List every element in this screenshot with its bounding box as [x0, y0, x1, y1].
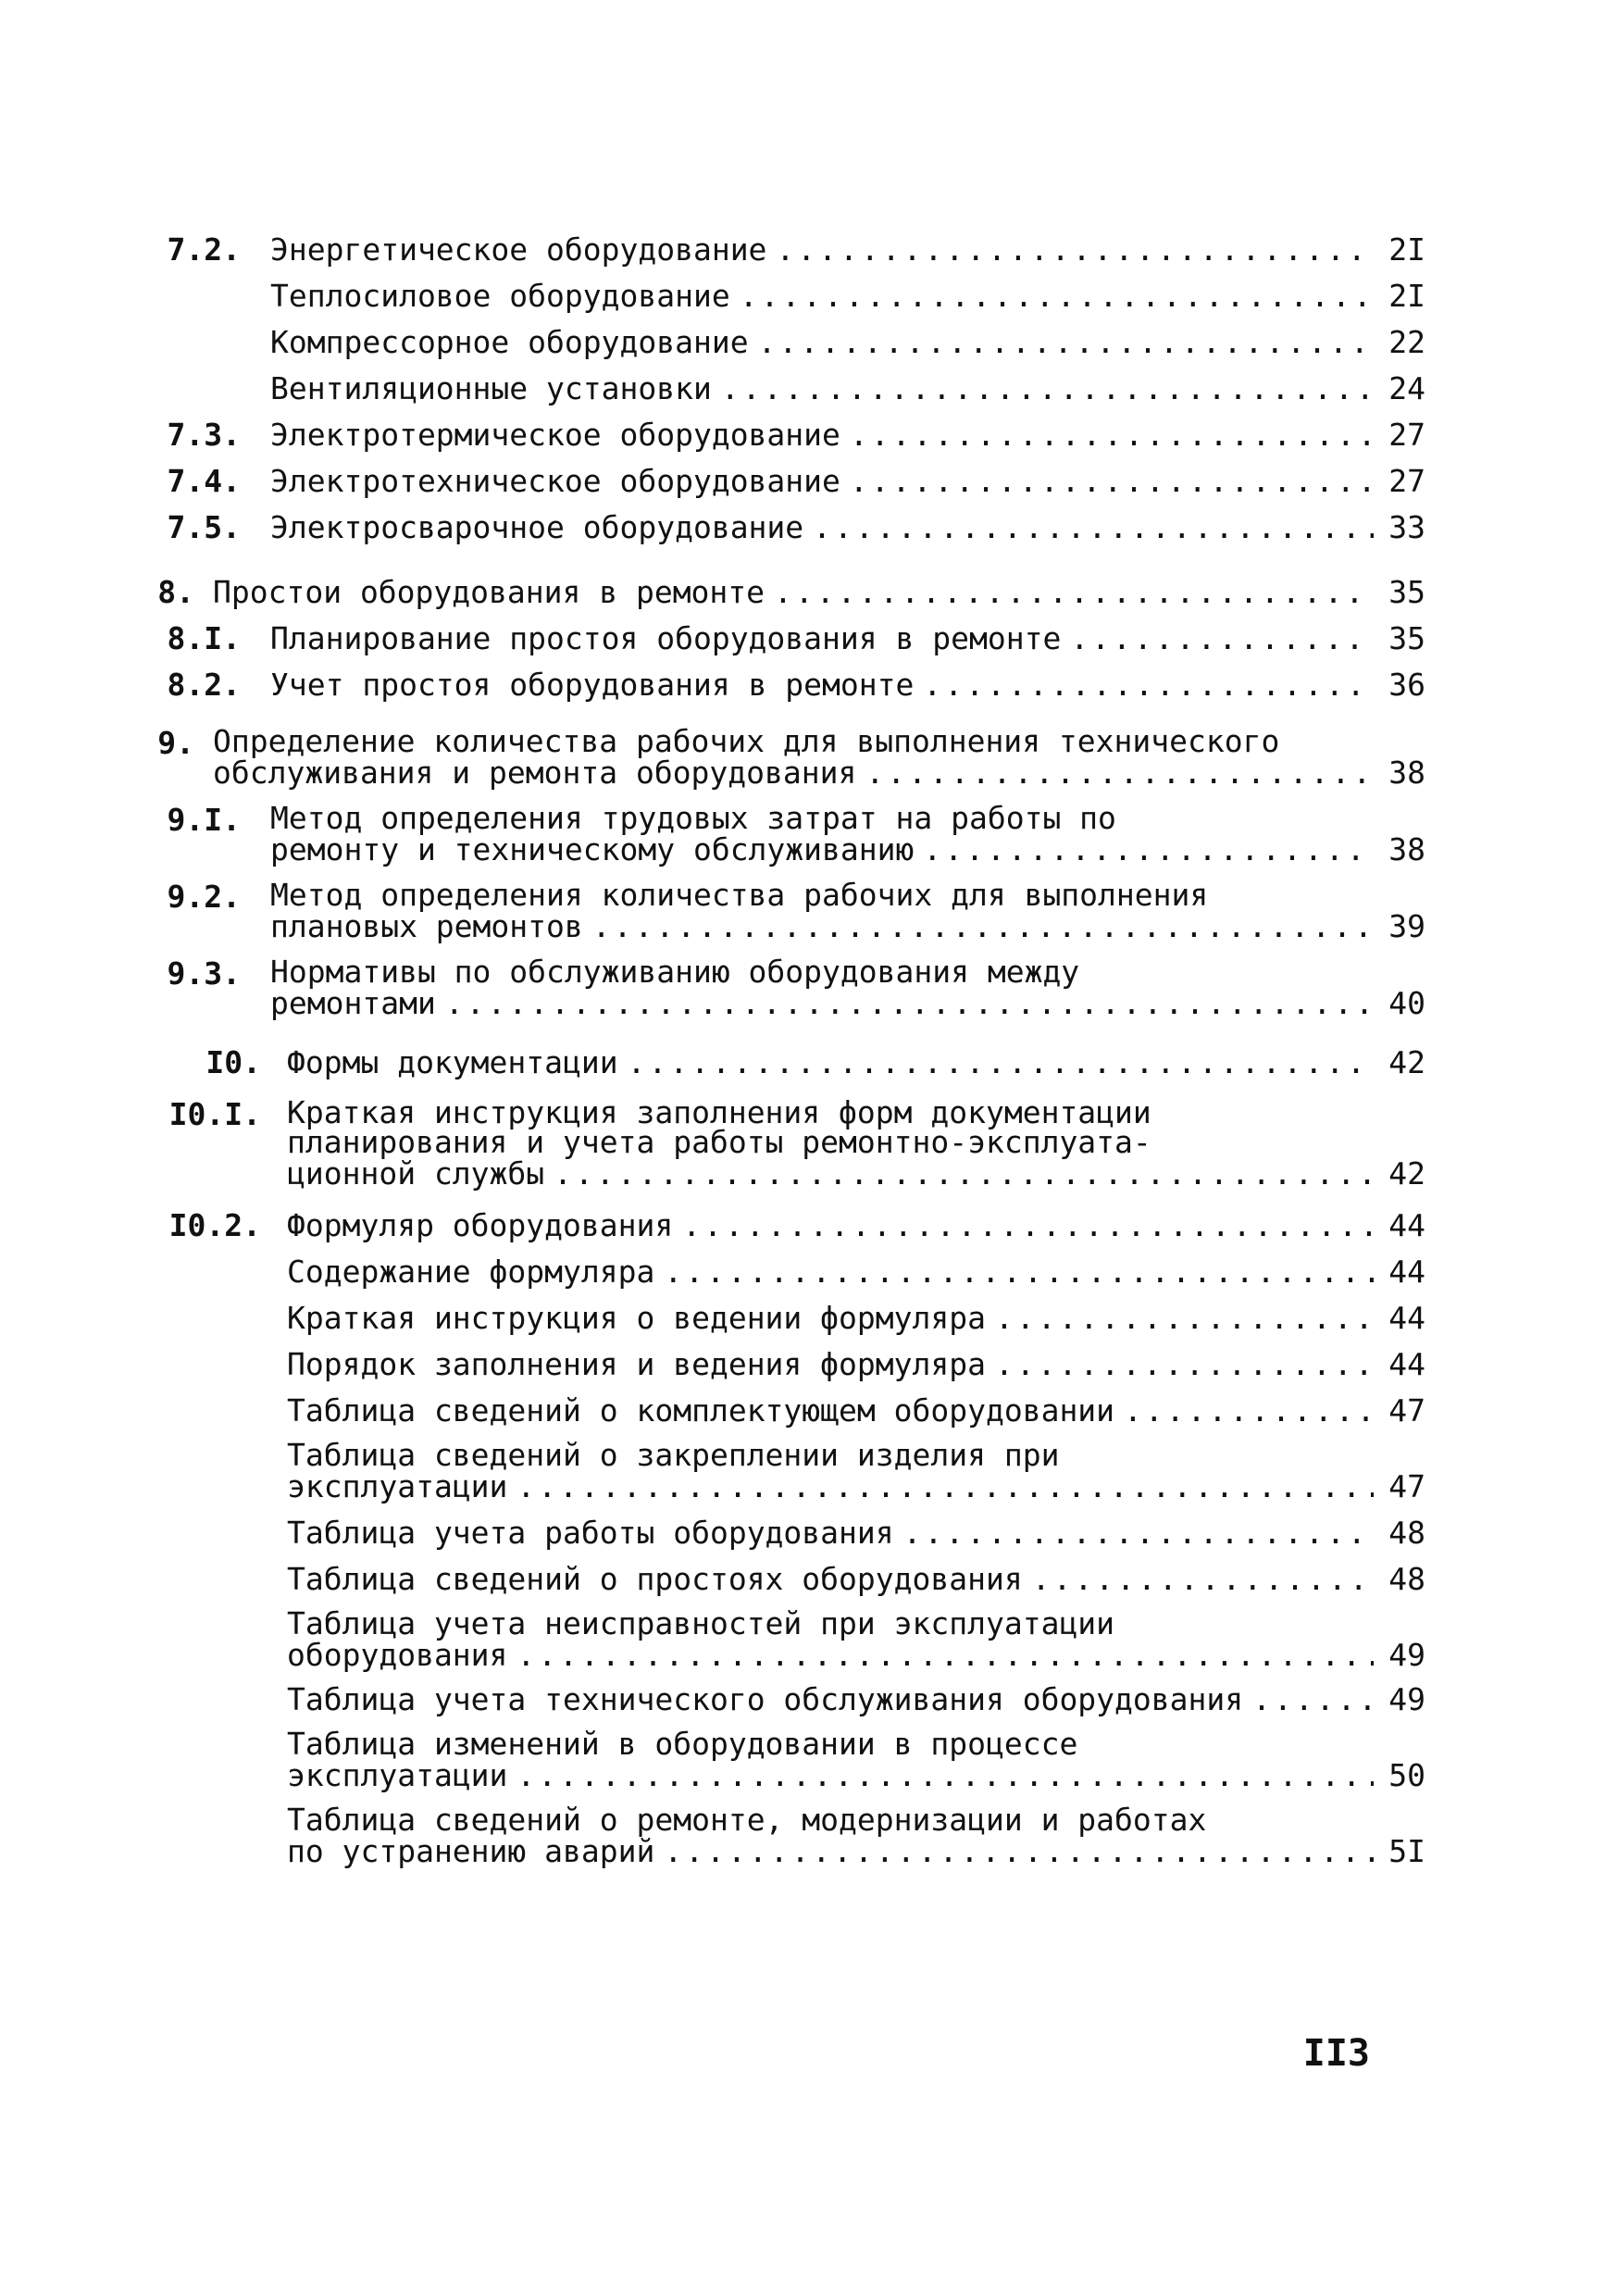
- toc-entry-page: 38: [1388, 755, 1425, 791]
- toc-entry-title: [287, 1209, 1383, 1242]
- toc-entry-title: [287, 1726, 1383, 1793]
- toc-entry-page: 27: [1388, 463, 1425, 499]
- toc-entry-title-line: Формы документации: [287, 1044, 618, 1080]
- toc-entry-title-line: эксплуатации: [287, 1757, 508, 1793]
- toc-entry-title-line: Электротермическое оборудование: [270, 417, 840, 453]
- leader-dots: [850, 418, 1374, 452]
- toc-entry-title-line: эксплуатации: [287, 1468, 508, 1504]
- toc-entry-title-line: по устранению аварий: [287, 1833, 655, 1869]
- leader-dots: [628, 1046, 1374, 1079]
- toc-entry-title-line: Метод определения количества рабочих для выполнения: [270, 877, 1209, 913]
- leader-dots: [554, 1157, 1374, 1191]
- toc-entry-title: [287, 1255, 1383, 1289]
- toc-entry-page: 42: [1388, 1044, 1425, 1080]
- toc-entry-title: [287, 1394, 1383, 1428]
- toc-entry-page: 35: [1388, 620, 1425, 656]
- toc-entry-title-line: Компрессорное оборудование: [270, 324, 749, 360]
- toc-entry-title: [287, 1516, 1383, 1550]
- toc-entry-title: [287, 1302, 1383, 1335]
- toc-entry-title: [270, 418, 1383, 452]
- toc-entry-page: 48: [1388, 1515, 1425, 1551]
- toc-entry-title-line: оборудования: [287, 1637, 508, 1673]
- toc-entry-page: 42: [1388, 1155, 1425, 1192]
- leader-dots: [813, 511, 1374, 544]
- toc-entry-page: 27: [1388, 417, 1425, 453]
- toc-entry-page: 47: [1388, 1392, 1425, 1429]
- leader-dots: [923, 668, 1374, 702]
- toc-entry-title-line: Простои оборудования в ремонте: [213, 574, 765, 610]
- toc-entry-page: 36: [1388, 667, 1425, 703]
- toc-entry-title-line: Электротехническое оборудование: [270, 463, 840, 499]
- toc-entry-page: 2I: [1388, 278, 1425, 314]
- toc-entry-number: I0.: [205, 1044, 261, 1080]
- toc-entry-title-line: Таблица сведений о комплектующем оборудовании: [287, 1392, 1115, 1429]
- toc-entry-number: 8.: [157, 574, 194, 610]
- leader-dots: [850, 465, 1374, 498]
- leader-dots: [1032, 1563, 1374, 1596]
- leader-dots: [995, 1348, 1374, 1381]
- toc-entry-title-line: Таблица изменений в оборудовании в процессе: [287, 1726, 1078, 1762]
- toc-entry-title: [270, 954, 1383, 1021]
- toc-entry-title-line: Метод определения трудовых затрат на работы по: [270, 800, 1116, 836]
- leader-dots: [740, 280, 1374, 313]
- leader-dots: [721, 372, 1374, 406]
- toc-entry-page: 38: [1388, 831, 1425, 867]
- toc-entry-title-line: ремонтами: [270, 985, 436, 1021]
- toc-entry-title-line: Нормативы по обслуживанию оборудования между: [270, 954, 1080, 990]
- toc-entry-title: [270, 668, 1383, 702]
- page-number: II3: [1302, 2032, 1370, 2075]
- toc-entry-page: 44: [1388, 1254, 1425, 1290]
- toc-entry-title: [287, 1563, 1383, 1596]
- toc-entry-title-line: Краткая инструкция о ведении формуляра: [287, 1300, 986, 1336]
- toc-entry-title-line: Определение количества рабочих для выполнения технического: [213, 723, 1280, 759]
- toc-entry-page: 33: [1388, 509, 1425, 545]
- toc-entry-title-line: Порядок заполнения и ведения формуляра: [287, 1346, 986, 1382]
- toc-entry-title-line: планирования и учета работы ремонтно-эксплуата-: [287, 1124, 1151, 1160]
- toc-entry-title-line: Таблица учета технического обслуживания оборудования: [287, 1681, 1244, 1717]
- toc-entry-number: 8.2.: [167, 667, 241, 703]
- toc-entry-page: 48: [1388, 1561, 1425, 1597]
- toc-entry-title-line: плановых ремонтов: [270, 908, 583, 944]
- toc-entry-page: 5I: [1388, 1833, 1425, 1869]
- toc-entry-number: I0.I.: [168, 1096, 261, 1132]
- toc-entry-number: I0.2.: [168, 1207, 261, 1243]
- toc-entry-title-line: Таблица учета неисправностей при эксплуатации: [287, 1605, 1115, 1641]
- toc-entry-page: 47: [1388, 1468, 1425, 1504]
- toc-entry-title-line: ремонту и техническому обслуживанию: [270, 831, 915, 867]
- toc-entry-page: 44: [1388, 1346, 1425, 1382]
- toc-entry-title-line: Краткая инструкция заполнения форм документации: [287, 1094, 1151, 1130]
- leader-dots: [903, 1516, 1374, 1550]
- toc-entry-title-line: Таблица сведений о ремонте, модернизации и работах: [287, 1802, 1207, 1838]
- toc-entry-title: [270, 465, 1383, 498]
- leader-dots: [758, 326, 1374, 359]
- toc-entry-page: 40: [1388, 985, 1425, 1021]
- toc-entry-title-line: Формуляр оборудования: [287, 1207, 674, 1243]
- toc-entry-title-line: Планирование простоя оборудования в ремонте: [270, 620, 1062, 656]
- toc-entry-page: 49: [1388, 1637, 1425, 1673]
- toc-entry-number: 9.3.: [167, 955, 241, 992]
- toc-entry-title: [287, 1046, 1383, 1079]
- toc-entry-page: 22: [1388, 324, 1425, 360]
- toc-entry-title: [270, 800, 1383, 867]
- leader-dots: [517, 1470, 1374, 1504]
- toc-entry-number: 9.2.: [167, 879, 241, 915]
- toc-entry-title: [287, 1802, 1383, 1869]
- toc-entry-page: 50: [1388, 1757, 1425, 1793]
- toc-entry-page: 44: [1388, 1300, 1425, 1336]
- toc-entry-title: [270, 326, 1383, 359]
- toc-entry-title-line: обслуживания и ремонта оборудования: [213, 755, 857, 791]
- toc-entry-title-line: Учет простоя оборудования в ремонте: [270, 667, 915, 703]
- toc-entry-title: [287, 1605, 1383, 1673]
- leader-dots: [664, 1835, 1374, 1868]
- leader-dots: [682, 1209, 1374, 1242]
- toc-entry-title-line: Таблица учета работы оборудования: [287, 1515, 894, 1551]
- leader-dots: [1070, 622, 1374, 655]
- toc-entry-title: [270, 511, 1383, 544]
- leader-dots: [664, 1255, 1374, 1289]
- toc-entry-number: 7.3.: [167, 417, 241, 453]
- leader-dots: [517, 1759, 1374, 1792]
- toc-entry-title: [270, 372, 1383, 406]
- toc-entry-title: [270, 622, 1383, 655]
- toc-entry-number: 7.4.: [167, 463, 241, 499]
- leader-dots: [592, 910, 1374, 943]
- toc-entry-title: [287, 1094, 1383, 1192]
- toc-entry-title-line: ционной службы: [287, 1155, 545, 1192]
- toc-entry-title-line: Содержание формуляра: [287, 1254, 655, 1290]
- toc-entry-number: 7.2.: [167, 231, 241, 268]
- leader-dots: [865, 756, 1374, 790]
- toc-entry-title-line: Теплосиловое оборудование: [270, 278, 730, 314]
- toc-entry-number: 8.I.: [167, 620, 241, 656]
- toc-entry-title: [287, 1437, 1383, 1504]
- toc-entry-title: [270, 233, 1383, 267]
- toc-entry-title: [270, 877, 1383, 944]
- toc-entry-page: 44: [1388, 1207, 1425, 1243]
- leader-dots: [1252, 1683, 1374, 1716]
- toc-entry-number: 9.I.: [167, 802, 241, 838]
- toc-entry-page: 24: [1388, 370, 1425, 406]
- toc-entry-page: 39: [1388, 908, 1425, 944]
- toc-entry-title: [213, 723, 1383, 791]
- toc-entry-title-line: Вентиляционные установки: [270, 370, 712, 406]
- leader-dots: [1124, 1394, 1374, 1428]
- toc-entry-page: 35: [1388, 574, 1425, 610]
- leader-dots: [923, 833, 1374, 867]
- toc-entry-number: 9.: [157, 725, 194, 761]
- toc-entry-number: 7.5.: [167, 509, 241, 545]
- toc-entry-title-line: Электросварочное оборудование: [270, 509, 804, 545]
- leader-dots: [517, 1639, 1374, 1672]
- toc-entry-title-line: Таблица сведений о простоях оборудования: [287, 1561, 1023, 1597]
- leader-dots: [776, 233, 1374, 267]
- leader-dots: [995, 1302, 1374, 1335]
- toc-entry-title: [287, 1683, 1383, 1716]
- toc-entry-title: [287, 1348, 1383, 1381]
- toc-entry-page: 2I: [1388, 231, 1425, 268]
- toc-entry-title: [213, 576, 1383, 609]
- leader-dots: [445, 987, 1374, 1020]
- toc-entry-page: 49: [1388, 1681, 1425, 1717]
- toc-entry-title-line: Таблица сведений о закреплении изделия при: [287, 1437, 1060, 1473]
- toc-entry-title: [270, 280, 1383, 313]
- leader-dots: [774, 576, 1374, 609]
- toc-entry-title-line: Энергетическое оборудование: [270, 231, 767, 268]
